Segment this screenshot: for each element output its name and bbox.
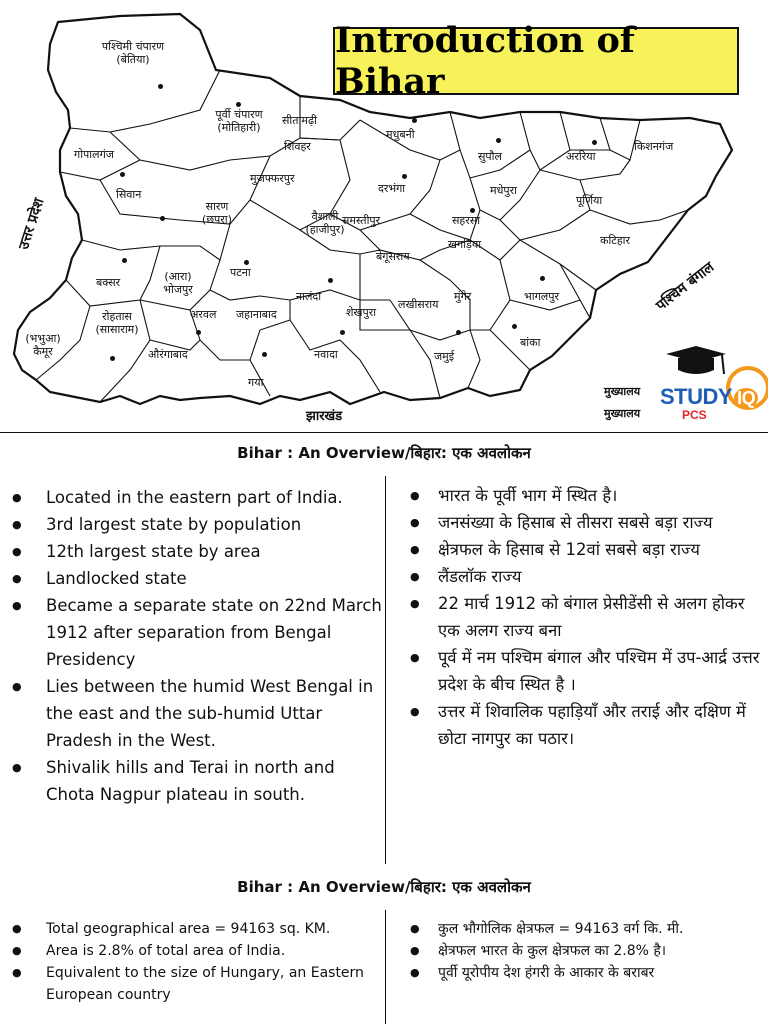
column-divider — [385, 476, 386, 864]
district-label: कटिहार — [600, 234, 631, 247]
district-label: पूर्णिया — [576, 194, 603, 207]
district-dot — [120, 172, 125, 177]
brand-iq: IQ — [734, 388, 758, 408]
list-item: ● Equivalent to the size of Hungary, an Eastern European country — [0, 962, 384, 1006]
district-label: मुंगेर — [454, 290, 472, 303]
district-label: (आरा) भोजपुर — [163, 270, 193, 296]
district-label: सारण (छपरा) — [202, 200, 232, 226]
list-item: ● Landlocked state — [0, 565, 384, 592]
section1-heading: Bihar : An Overview/बिहार: एक अवलोकन — [237, 444, 531, 462]
district-label: मधुबनी — [386, 128, 415, 141]
list-item: ● जनसंख्या के हिसाब से तीसरा सबसे बड़ा राज्य — [390, 509, 766, 536]
section2-hindi-list — [390, 918, 766, 984]
district-label: किशनगंज — [634, 140, 674, 153]
section1-hindi-list — [390, 482, 766, 752]
district-label: पटना — [230, 266, 251, 279]
district-label: वैशाली (हाजीपुर) — [305, 210, 345, 236]
district-label: मुजफ्फरपुर — [250, 172, 295, 185]
column-divider — [385, 910, 386, 1024]
brand-name — [660, 384, 758, 410]
district-label: समस्तीपुर — [342, 214, 381, 227]
list-item: ● Area is 2.8% of total area of India. — [0, 940, 384, 962]
district-dot — [512, 324, 517, 329]
district-label: खगड़िया — [448, 238, 482, 251]
district-dot — [456, 330, 461, 335]
district-dot — [160, 216, 165, 221]
section1-english-list — [0, 484, 384, 808]
district-dot — [328, 278, 333, 283]
district-dot — [412, 118, 417, 123]
list-item: ● Total geographical area = 94163 sq. KM. — [0, 918, 384, 940]
district-label: बेगूसराय — [376, 250, 410, 263]
section2-english-list — [0, 918, 384, 1006]
list-item: ● पूर्व में नम पश्चिम बंगाल और पश्चिम में उप-आर्द्र उत्तर प्रदेश के बीच स्थित है । — [390, 644, 766, 698]
map-title: Introduction of Bihar — [333, 27, 739, 95]
district-dot — [402, 174, 407, 179]
hq-label: मुख्यालय — [604, 385, 641, 398]
district-label: शेखपुरा — [346, 306, 377, 319]
district-label: बक्सर — [96, 276, 121, 289]
district-label: पश्चिमी चंपारण (बेतिया) — [101, 40, 165, 66]
bihar-map — [0, 0, 768, 432]
list-item: ● Became a separate state on 22nd March 1912 after separation from Bengal Presidency — [0, 592, 384, 673]
hq-label: मुख्यालय — [604, 407, 641, 420]
district-label: लखीसराय — [398, 298, 439, 311]
neighbor-south-label: झारखंड — [306, 409, 343, 424]
list-item: ● क्षेत्रफल भारत के कुल क्षेत्रफल का 2.8% है। — [390, 940, 766, 962]
list-item: ● उत्तर में शिवालिक पहाड़ियाँ और तराई और दक्षिण में छोटा नागपुर का पठार। — [390, 698, 766, 752]
district-label: सहरसा — [452, 214, 481, 227]
district-label: औरंगाबाद — [148, 348, 188, 361]
district-dot — [196, 330, 201, 335]
list-item: ● 3rd largest state by population — [0, 511, 384, 538]
district-label: गोपालगंज — [74, 148, 114, 161]
brand-pcs: PCS — [682, 408, 707, 422]
map-divider — [0, 432, 768, 433]
list-item: ● लैंडलॉक राज्य — [390, 563, 766, 590]
district-label: मधेपुरा — [490, 184, 517, 197]
district-label: शिवहर — [284, 140, 311, 153]
list-item: ● कुल भौगोलिक क्षेत्रफल = 94163 वर्ग कि. मी. — [390, 918, 766, 940]
district-dot — [236, 102, 241, 107]
brand-study: STUDY — [660, 384, 733, 409]
district-label: पूर्वी चंपारण (मोतिहारी) — [215, 108, 263, 134]
district-label: भागलपुर — [524, 290, 559, 303]
list-item: ● Lies between the humid West Bengal in the east and the sub-humid Uttar Pradesh in the West. — [0, 673, 384, 754]
district-dot — [244, 260, 249, 265]
neighbor-east-label: पश्चिम बंगाल — [653, 259, 718, 315]
district-label: सीतामढ़ी — [282, 114, 318, 127]
district-dot — [470, 208, 475, 213]
district-label: गया — [248, 376, 264, 389]
district-dot — [262, 352, 267, 357]
list-item: ● Located in the eastern part of India. — [0, 484, 384, 511]
district-label: जमुई — [434, 350, 455, 363]
district-dot — [592, 140, 597, 145]
district-label: सिवान — [116, 188, 142, 201]
district-dot — [122, 258, 127, 263]
district-label: (भभुआ) कैमूर — [25, 332, 61, 358]
section2-heading: Bihar : An Overview/बिहार: एक अवलोकन — [237, 878, 531, 896]
district-dot — [340, 330, 345, 335]
district-dot — [110, 356, 115, 361]
list-item: ● 22 मार्च 1912 को बंगाल प्रेसीडेंसी से अलग होकर एक अलग राज्य बना — [390, 590, 766, 644]
list-item: ● क्षेत्रफल के हिसाब से 12वां सबसे बड़ा राज्य — [390, 536, 766, 563]
district-dot — [158, 84, 163, 89]
district-label: सुपौल — [478, 150, 502, 163]
brand-logo — [600, 340, 768, 432]
district-label: अररिया — [566, 150, 596, 163]
list-item: ● भारत के पूर्वी भाग में स्थित है। — [390, 482, 766, 509]
district-label: रोहतास (सासाराम) — [95, 310, 139, 336]
list-item: ● Shivalik hills and Terai in north and Chota Nagpur plateau in south. — [0, 754, 384, 808]
district-label: जहानाबाद — [236, 308, 277, 321]
list-item: ● 12th largest state by area — [0, 538, 384, 565]
list-item: ● पूर्वी यूरोपीय देश हंगरी के आकार के बराबर — [390, 962, 766, 984]
district-label: नालंदा — [296, 290, 322, 303]
district-label: नवादा — [314, 348, 338, 361]
district-dot — [540, 276, 545, 281]
district-label: दरभंगा — [378, 182, 406, 195]
district-dot — [496, 138, 501, 143]
district-label: बांका — [520, 336, 541, 349]
district-label: अरवल — [190, 308, 217, 321]
neighbor-west-label: उत्तर प्रदेश — [15, 196, 48, 252]
